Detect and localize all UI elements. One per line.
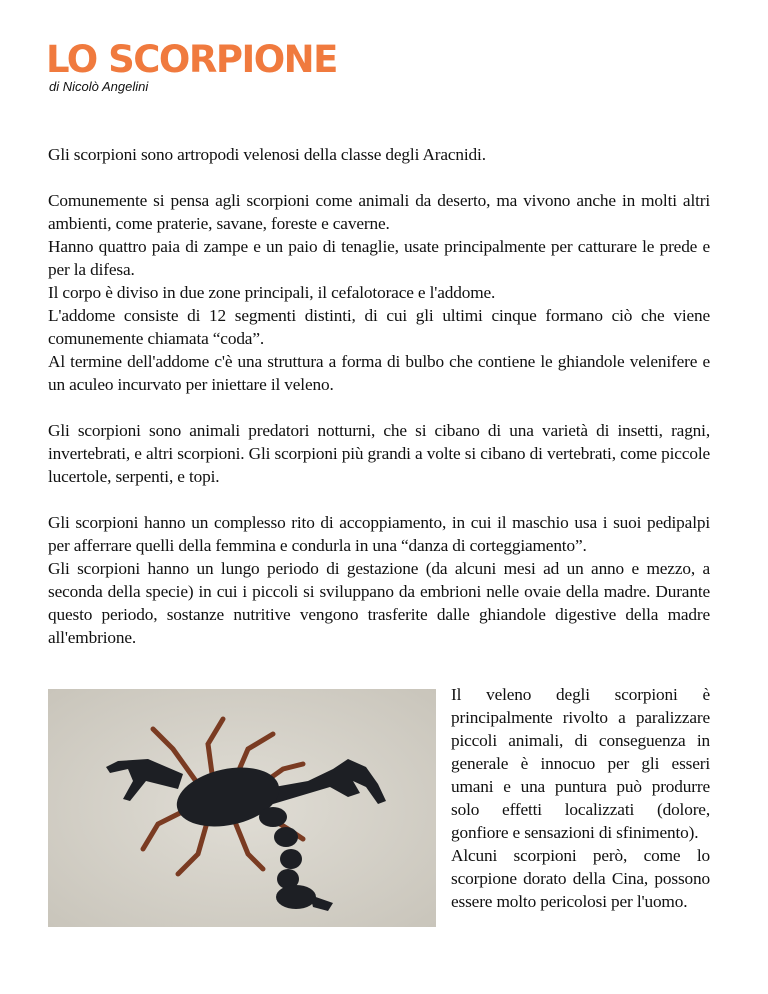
- paragraph-2-line-3: Il corpo è diviso in due zone principali, il cefalotorace e l'addome.: [48, 283, 496, 302]
- author-byline: di Nicolò Angelini: [49, 79, 149, 94]
- final-paragraph-line-2: Alcuni scorpioni però, come lo scorpione dorato della Cina, possono essere molto pericolosi per l'uomo.: [451, 846, 710, 911]
- page-title: LO SCORPIONE: [46, 38, 337, 81]
- paragraph-2-line-5: Al termine dell'addome c'è una struttura a forma di bulbo che contiene le ghiandole velenifere e un aculeo incurvato per iniettare il veleno.: [48, 352, 710, 394]
- paragraph-4-line-1: Gli scorpioni hanno un complesso rito di accoppiamento, in cui il maschio usa i suoi pedipalpi per afferrare quelli della femmina e condurla in una “danza di corteggiamento”.: [48, 513, 710, 555]
- paragraph-4-line-2: Gli scorpioni hanno un lungo periodo di gestazione (da alcuni mesi ad un anno e mezzo, a seconda della specie) in cui i piccoli si sviluppano da embrioni nelle ovaie della madre. Durante questo periodo, sostanze nutritive vengono trasferite dalle ghiandole digestive della madre all'embrione.: [48, 559, 710, 647]
- scorpion-photo: [48, 689, 436, 927]
- final-paragraph: [48, 683, 710, 983]
- article-body: [48, 143, 710, 649]
- final-paragraph-line-1: Il veleno degli scorpioni è principalmente rivolto a paralizzare piccoli animali, di conseguenza in generale è innocuo per gli esseri umani e una puntura può produrre solo effetti localizzati (dolore, gonfiore e sensazioni di sfinimento).: [451, 685, 710, 842]
- paragraph-2-line-4: L'addome consiste di 12 segmenti distinti, di cui gli ultimi cinque formano ciò che viene comunemente chiamata “coda”.: [48, 306, 710, 348]
- paragraph-2-line-1: Comunemente si pensa agli scorpioni come animali da deserto, ma vivono anche in molti altri ambienti, come praterie, savane, foreste e caverne.: [48, 191, 710, 233]
- paragraph-1: Gli scorpioni sono artropodi velenosi della classe degli Aracnidi.: [48, 145, 486, 164]
- paragraph-2-line-2: Hanno quattro paia di zampe e un paio di tenaglie, usate principalmente per catturare le prede e per la difesa.: [48, 237, 710, 279]
- paragraph-3: Gli scorpioni sono animali predatori notturni, che si cibano di una varietà di insetti, ragni, invertebrati, e altri scorpioni. Gli scorpioni più grandi a volte si cibano di vertebrati, come piccole lucertole, serpenti, e topi.: [48, 421, 710, 486]
